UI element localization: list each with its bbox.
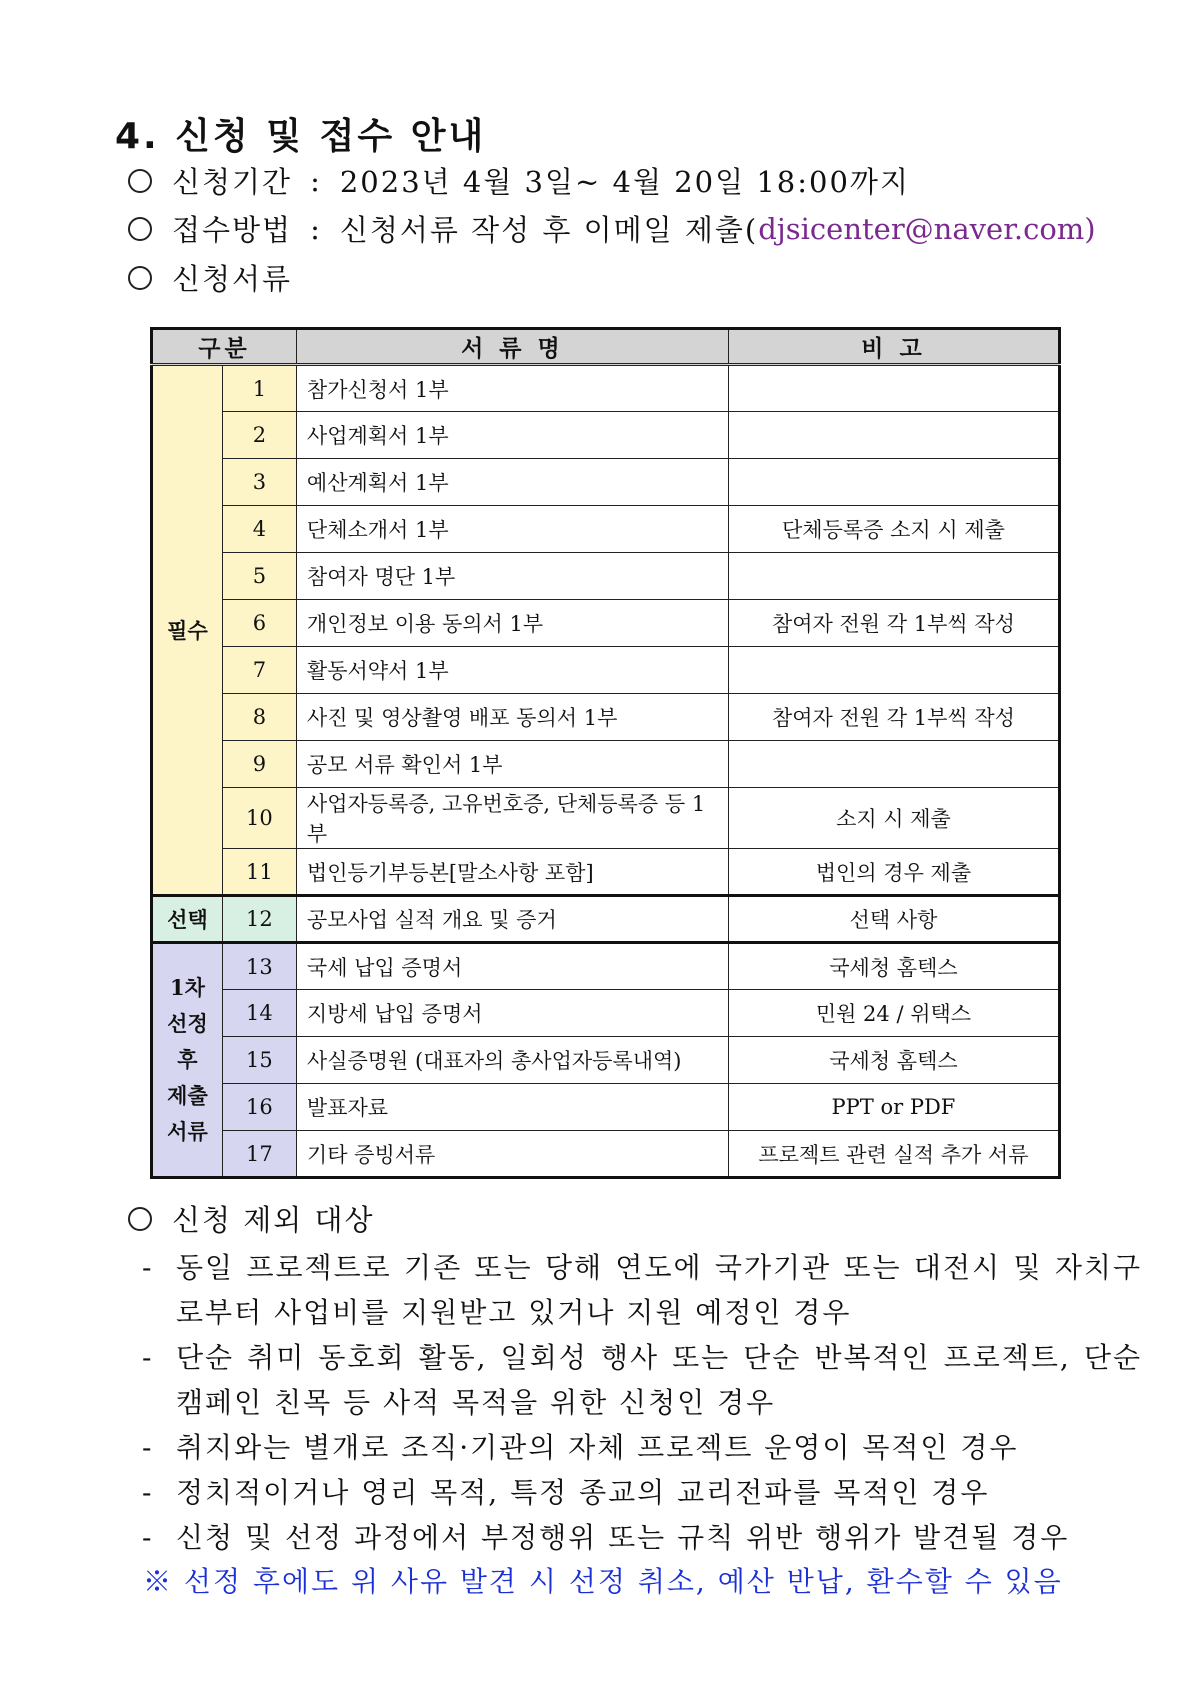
table-row <box>152 896 1060 943</box>
docs-heading: 신청서류 <box>172 262 293 296</box>
table-row <box>152 849 1060 896</box>
row-number: 1 <box>222 365 296 412</box>
docs-heading-line <box>128 257 292 298</box>
table-row <box>152 788 1060 849</box>
category-after-selection <box>152 943 223 1178</box>
row-number: 5 <box>222 553 296 600</box>
document-name: 사실증명원 (대표자의 총사업자등록내역) <box>296 1037 728 1084</box>
category-optional: 선택 <box>152 896 223 943</box>
document-note: PPT or PDF <box>728 1084 1059 1131</box>
exclusion-text: 정치적이거나 영리 목적, 특정 종교의 교리전파를 목적인 경우 <box>176 1476 990 1509</box>
document-note <box>728 647 1059 694</box>
method-sep: : <box>310 211 322 246</box>
dash-bullet: - <box>142 1521 154 1554</box>
method-close: ) <box>1084 211 1096 246</box>
row-number: 10 <box>222 788 296 849</box>
table-body <box>152 365 1060 1178</box>
category-after-line: 1차 <box>170 975 205 1000</box>
row-number: 16 <box>222 1084 296 1131</box>
row-number: 2 <box>222 412 296 459</box>
row-number: 14 <box>222 990 296 1037</box>
category-after-line: 후 <box>177 1047 198 1072</box>
exclusion-text: 신청 및 선정 과정에서 부정행위 또는 규칙 위반 행위가 발견될 경우 <box>176 1521 1070 1554</box>
list-item <box>142 1245 1142 1335</box>
exclusions-title: 신청 제외 대상 <box>172 1203 375 1237</box>
row-number: 13 <box>222 943 296 990</box>
list-item <box>142 1515 1142 1560</box>
method-label: 접수방법 <box>172 213 293 247</box>
table-row <box>152 1084 1060 1131</box>
document-name: 공모사업 실적 개요 및 증거 <box>296 896 728 943</box>
row-number: 4 <box>222 506 296 553</box>
dash-bullet: - <box>142 1341 154 1374</box>
document-name: 법인등기부등본[말소사항 포함] <box>296 849 728 896</box>
document-name: 단체소개서 1부 <box>296 506 728 553</box>
email-link[interactable]: djsicenter@naver.com <box>758 211 1085 246</box>
row-number: 6 <box>222 600 296 647</box>
period-label: 신청기간 <box>172 165 293 199</box>
document-name: 참여자 명단 1부 <box>296 553 728 600</box>
circle-bullet-icon <box>128 169 152 193</box>
table-row <box>152 600 1060 647</box>
document-note <box>728 741 1059 788</box>
section-title: 4. 신청 및 접수 안내 <box>115 116 487 157</box>
document-note: 민원 24 / 위택스 <box>728 990 1059 1037</box>
exclusion-text: 동일 프로젝트로 기존 또는 당해 연도에 국가기관 또는 대전시 및 자치구로부터 사업비를 지원받고 있거나 지원 예정인 경우 <box>176 1251 1142 1329</box>
exclusions-list <box>142 1245 1142 1560</box>
table-row <box>152 412 1060 459</box>
category-after-line: 선정 <box>167 1011 208 1036</box>
list-item <box>142 1425 1142 1470</box>
row-number: 17 <box>222 1131 296 1178</box>
document-note <box>728 459 1059 506</box>
document-note <box>728 412 1059 459</box>
table-row <box>152 506 1060 553</box>
list-item <box>142 1470 1142 1515</box>
document-note: 소지 시 제출 <box>728 788 1059 849</box>
document-name: 활동서약서 1부 <box>296 647 728 694</box>
document-note: 단체등록증 소지 시 제출 <box>728 506 1059 553</box>
document-note: 참여자 전원 각 1부씩 작성 <box>728 600 1059 647</box>
header-category: 구분 <box>152 329 297 365</box>
row-number: 11 <box>222 849 296 896</box>
row-number: 8 <box>222 694 296 741</box>
circle-bullet-icon <box>128 217 152 241</box>
row-number: 9 <box>222 741 296 788</box>
document-note <box>728 553 1059 600</box>
document-note <box>728 365 1059 412</box>
table-row <box>152 1131 1060 1178</box>
row-number: 3 <box>222 459 296 506</box>
table-row <box>152 990 1060 1037</box>
document-name: 참가신청서 1부 <box>296 365 728 412</box>
category-after-line: 서류 <box>167 1119 208 1144</box>
document-note: 참여자 전원 각 1부씩 작성 <box>728 694 1059 741</box>
header-name: 서 류 명 <box>296 329 728 365</box>
dash-bullet: - <box>142 1251 154 1284</box>
period-sep: : <box>310 163 322 198</box>
document-note: 법인의 경우 제출 <box>728 849 1059 896</box>
method-line <box>128 208 1096 249</box>
category-after-line: 제출 <box>167 1083 208 1108</box>
table-row <box>152 943 1060 990</box>
document-name: 개인정보 이용 동의서 1부 <box>296 600 728 647</box>
document-name: 사진 및 영상촬영 배포 동의서 1부 <box>296 694 728 741</box>
method-value: 신청서류 작성 후 이메일 제출( <box>339 213 759 247</box>
table-row <box>152 553 1060 600</box>
document-name: 사업자등록증, 고유번호증, 단체등록증 등 1부 <box>296 788 728 849</box>
dash-bullet: - <box>142 1476 154 1509</box>
table-row <box>152 694 1060 741</box>
circle-bullet-icon <box>128 1207 152 1231</box>
list-item <box>142 1335 1142 1425</box>
document-note: 국세청 홈텍스 <box>728 943 1059 990</box>
document-note: 선택 사항 <box>728 896 1059 943</box>
notice-text: ※ 선정 후에도 위 사유 발견 시 선정 취소, 예산 반납, 환수할 수 있음 <box>143 1565 1063 1598</box>
row-number: 12 <box>222 896 296 943</box>
document-name: 국세 납입 증명서 <box>296 943 728 990</box>
document-name: 사업계획서 1부 <box>296 412 728 459</box>
table-row <box>152 1037 1060 1084</box>
document-name: 기타 증빙서류 <box>296 1131 728 1178</box>
exclusion-text: 취지와는 별개로 조직·기관의 자체 프로젝트 운영이 목적인 경우 <box>176 1431 1019 1464</box>
document-name: 예산계획서 1부 <box>296 459 728 506</box>
documents-table <box>150 327 1061 1179</box>
exclusions-heading-line <box>128 1198 375 1239</box>
document-note: 국세청 홈텍스 <box>728 1037 1059 1084</box>
document-name: 공모 서류 확인서 1부 <box>296 741 728 788</box>
period-value: 2023년 4월 3일~ 4월 20일 18:00까지 <box>339 165 910 199</box>
document-name: 지방세 납입 증명서 <box>296 990 728 1037</box>
document-note: 프로젝트 관련 실적 추가 서류 <box>728 1131 1059 1178</box>
document-name: 발표자료 <box>296 1084 728 1131</box>
row-number: 15 <box>222 1037 296 1084</box>
table-row <box>152 647 1060 694</box>
header-note: 비 고 <box>728 329 1059 365</box>
table-header-row <box>152 329 1060 365</box>
table-row <box>152 459 1060 506</box>
table-row <box>152 741 1060 788</box>
dash-bullet: - <box>142 1431 154 1464</box>
period-line <box>128 160 910 201</box>
exclusion-text: 단순 취미 동호회 활동, 일회성 행사 또는 단순 반복적인 프로젝트, 단순 캠페인 친목 등 사적 목적을 위한 신청인 경우 <box>176 1341 1142 1419</box>
category-required: 필수 <box>152 365 223 896</box>
row-number: 7 <box>222 647 296 694</box>
table-row <box>152 365 1060 412</box>
circle-bullet-icon <box>128 266 152 290</box>
